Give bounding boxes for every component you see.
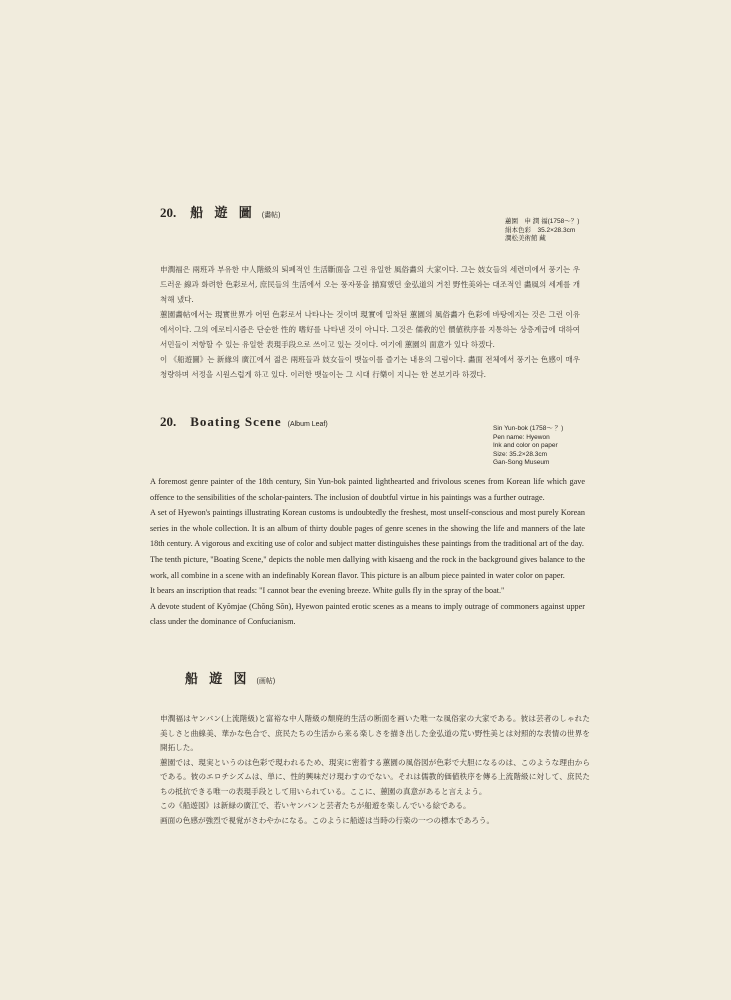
japanese-paragraph: 画面の色感が強烈で視覚がさわやかになる。このように船遊は当時の行楽の一つの標本であろう。 [160, 815, 495, 825]
english-info-medium: Ink and color on paper [493, 442, 558, 449]
korean-paragraph: 申潤福은 兩班과 부유한 中人階級의 퇴폐적인 生活斷面을 그린 유일한 風俗畵의 大家이다. 그는 妓女들의 세련미에서 풍기는 우드러운 線과 화려한 色彩로서, 庶民들의 生活에서 오는 풍자풍을 描寫했던 金弘道의 거친 野性美와는 대조적인 畵風의 세계를 개척해 냈다. [160, 265, 580, 304]
korean-info-artist: 蕙園 申 潤 福(1758～？) [505, 218, 580, 225]
english-title: Boating Scene [190, 414, 282, 429]
english-info-artist: Sin Yun-bok (1758～ ？) [493, 425, 564, 432]
korean-paragraph: 이 《船遊圖》는 新緣의 廣江에서 젊은 兩班들과 妓女들이 뱃놀이를 즐기는 내용의 그림이다. 畵面 전체에서 풍기는 色感이 매우 청량하며 서정을 시원스럽게 하고 있다. 이러한 뱃놀이는 그 시대 行樂이 지니는 한 본보기라 하겠다. [160, 355, 580, 379]
korean-body [160, 262, 580, 382]
korean-info-medium: 絹本色彩 35.2×28.3cm [505, 226, 576, 234]
english-paragraph: The tenth picture, "Boating Scene," depicts the noble men dallying with kisaeng and the rock in the background gives balance to the work, all combine in a scene with an indefinably Korean flavor. This picture is an album piece painted in water color on paper. [150, 554, 585, 580]
korean-title-row [160, 202, 280, 221]
english-subtitle: (Album Leaf) [287, 421, 328, 428]
korean-subtitle: (畵帖) [261, 212, 281, 219]
korean-title: 船 遊 圖 [190, 205, 256, 220]
english-paragraph: A devote student of Kyŏmjae (Chŏng Sŏn), Hyewon painted erotic scenes as a means to imply outrage of commoners against upper class under the dominance of Confucianism. [150, 601, 585, 627]
english-info-museum: Gan-Song Museum [493, 459, 550, 466]
japanese-subtitle: (画帖) [256, 678, 276, 685]
english-paragraph: A set of Hyewon's paintings illustrating Korean customs is undoubtedly the freshest, most unself-conscious and most purely Korean series in the whole collection. It is an album of thirty double pages of genre scenes in the showing the life and manners of the late 18th century. A vigorous and exciting use of color and subject matter distinguishes these paintings from the traditional art of the day. [150, 508, 585, 549]
english-paragraph: It bears an inscription that reads: "I cannot bear the evening breeze. White gulls fly in the spray of the boat." [150, 586, 505, 596]
korean-paragraph: 蕙園畵帖에서는 現實世界가 어떤 色彩로서 나타나는 것이며 現實에 밀착된 蕙園의 風俗畵가 色彩에 바탕에지는 것은 그런 이유에서이다. 그의 에로티시즘은 단순한 性的 嗜好를 나타낸 것이 아니다. 그것은 儒敎的인 價値秩序를 지통하는 상층계급에 대하여 서민들이 저항할 수 있는 유일한 表現手段으로 쓰이고 있는 것이다. 여기에 蕙園의 面意가 있다 하겠다. [160, 310, 580, 349]
korean-plate-number: 20. [160, 205, 177, 220]
english-info-pen-name: Pen name: Hyewon [493, 433, 550, 441]
japanese-title-row [185, 668, 275, 687]
english-body [150, 474, 585, 630]
english-paragraph: A foremost genre painter of the 18th century, Sin Yun-bok painted lighthearted and frivolous scenes from Korean life which gave offence to the sensibilities of the scholar-painters. The inclusion of doubtful virtue in his paintings was a further outrage. [150, 477, 585, 502]
english-title-row [160, 414, 328, 430]
japanese-paragraph: 申潤福はヤンバン(上流階級)と富裕な中人階級の頽廃的生活の断面を画いた唯一な風俗家の大家である。彼は芸者のしゃれた美しさと曲線美、華かな色合で、庶民たちの生活から来る楽しさを描き出した金弘道の荒い野性美とは対照的な表情の世界を開拓した。 [160, 714, 590, 752]
english-info-block [493, 425, 563, 468]
english-plate-number: 20. [160, 414, 177, 429]
japanese-paragraph: 蕙園では、現実というのは色彩で現われるため、現実に密着する蕙園の風俗図が色彩で大胆になるのは、このような理由からである。彼のエロチシズムは、単に、性的興味だけ現わすのでない。それは儒教的価値秩序を傳る上流階級に対して、庶民たちの抵抗できる唯一の表現手段として用いられている。ここに、蕙園の真意があると言えよう。 [160, 757, 590, 796]
korean-info-block [505, 218, 579, 244]
korean-info-collection: 澗松美術館 藏 [505, 235, 546, 242]
japanese-title: 船 遊 図 [185, 671, 251, 686]
english-info-size: Size: 35.2×28.3cm [493, 450, 548, 458]
japanese-body [160, 712, 590, 828]
japanese-paragraph: この《船遊図》は新緑の廣江で、若いヤンバンと芸者たちが船遊を楽しんでいる絵である。 [160, 801, 471, 810]
